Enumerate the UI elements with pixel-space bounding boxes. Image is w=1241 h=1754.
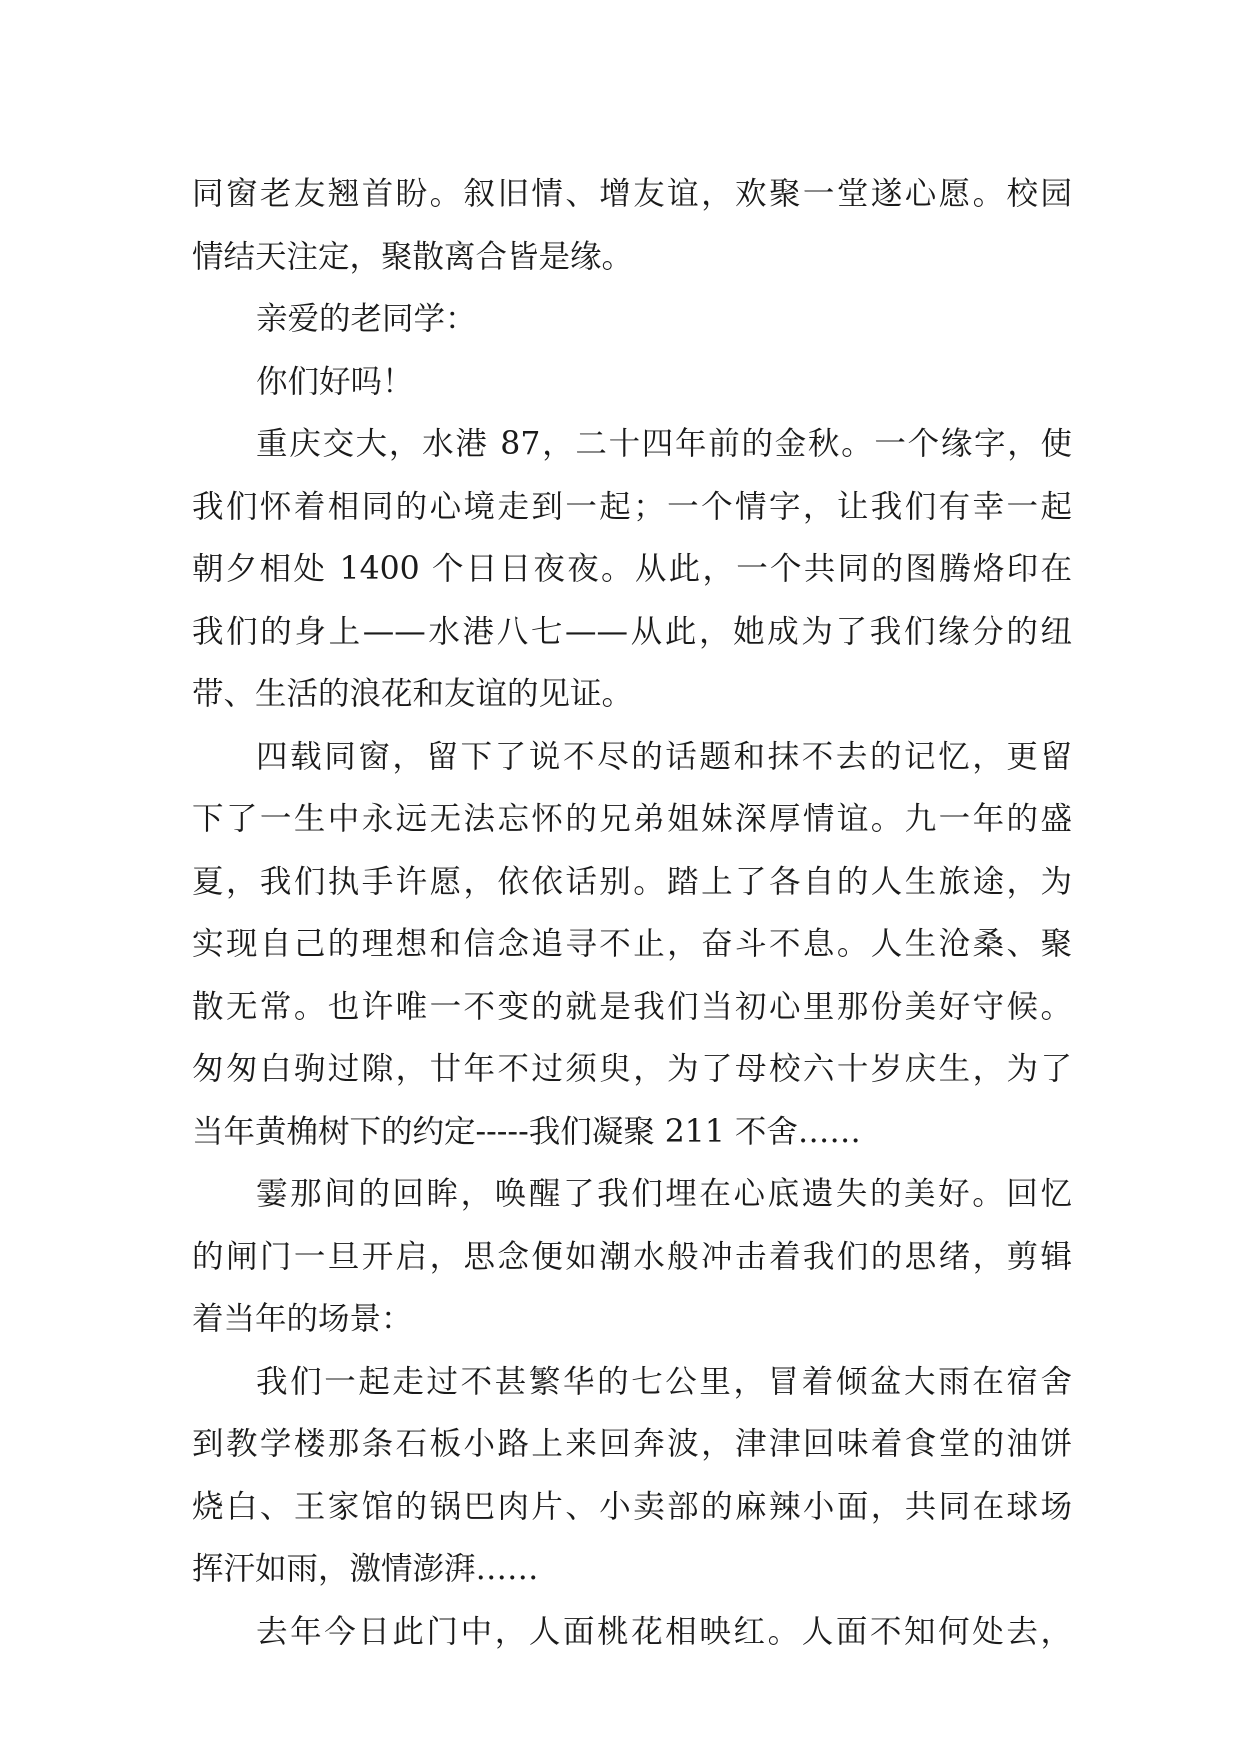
- text-line: 夏，我们执手许愿，依依话别。踏上了各自的人生旅途，为: [192, 863, 1072, 900]
- text-line: 我们怀着相同的心境走到一起；一个情字，让我们有幸一起: [192, 488, 1072, 525]
- text-line: 情结天注定，聚散离合皆是缘。: [192, 238, 634, 275]
- text-line: 下了一生中永远无法忘怀的兄弟姐妹深厚情谊。九一年的盛: [192, 801, 1072, 837]
- text-line: 烧白、王家馆的锅巴肉片、小卖部的麻辣小面，共同在球场: [192, 1488, 1072, 1525]
- text-line: 我们的身上——水港八七——从此，她成为了我们缘分的纽: [192, 613, 1072, 650]
- text-line: 四载同窗，留下了说不尽的话题和抹不去的记忆，更留: [256, 738, 1072, 775]
- text-line: 霎那间的回眸，唤醒了我们埋在心底遗失的美好。回忆: [256, 1176, 1072, 1212]
- body-text: [192, 163, 1072, 1663]
- text-line: 到教学楼那条石板小路上来回奔波，津津回味着食堂的油饼: [192, 1426, 1072, 1462]
- text-line: 着当年的场景：: [192, 1301, 413, 1337]
- text-line: 的闸门一旦开启，思念便如潮水般冲击着我们的思绪，剪辑: [192, 1238, 1072, 1275]
- text-line: 实现自己的理想和信念追寻不止，奋斗不息。人生沧桑、聚: [192, 926, 1072, 962]
- text-line: 我们一起走过不甚繁华的七公里，冒着倾盆大雨在宿舍: [256, 1363, 1072, 1400]
- text-line: 朝夕相处 1400 个日日夜夜。从此，一个共同的图腾烙印在: [192, 551, 1072, 587]
- text-line: 去年今日此门中，人面桃花相映红。人面不知何处去，: [256, 1613, 1072, 1650]
- text-line: 亲爱的老同学：: [256, 301, 477, 337]
- text-line: 你们好吗！: [256, 363, 414, 400]
- text-line: 散无常。也许唯一不变的就是我们当初心里那份美好守候。: [192, 988, 1072, 1025]
- text-line: 重庆交大，水港 87，二十四年前的金秋。一个缘字，使: [256, 426, 1072, 462]
- text-line: 带、生活的浪花和友谊的见证。: [192, 676, 634, 712]
- text-line: 挥汗如雨，激情澎湃……: [192, 1551, 539, 1587]
- text-line: 当年黄桷树下的约定-----我们凝聚 211 不舍……: [192, 1113, 861, 1150]
- text-line: 同窗老友翘首盼。叙旧情、增友谊，欢聚一堂遂心愿。校园: [192, 176, 1072, 212]
- text-line: 匆匆白驹过隙，廿年不过须臾，为了母校六十岁庆生，为了: [192, 1051, 1072, 1087]
